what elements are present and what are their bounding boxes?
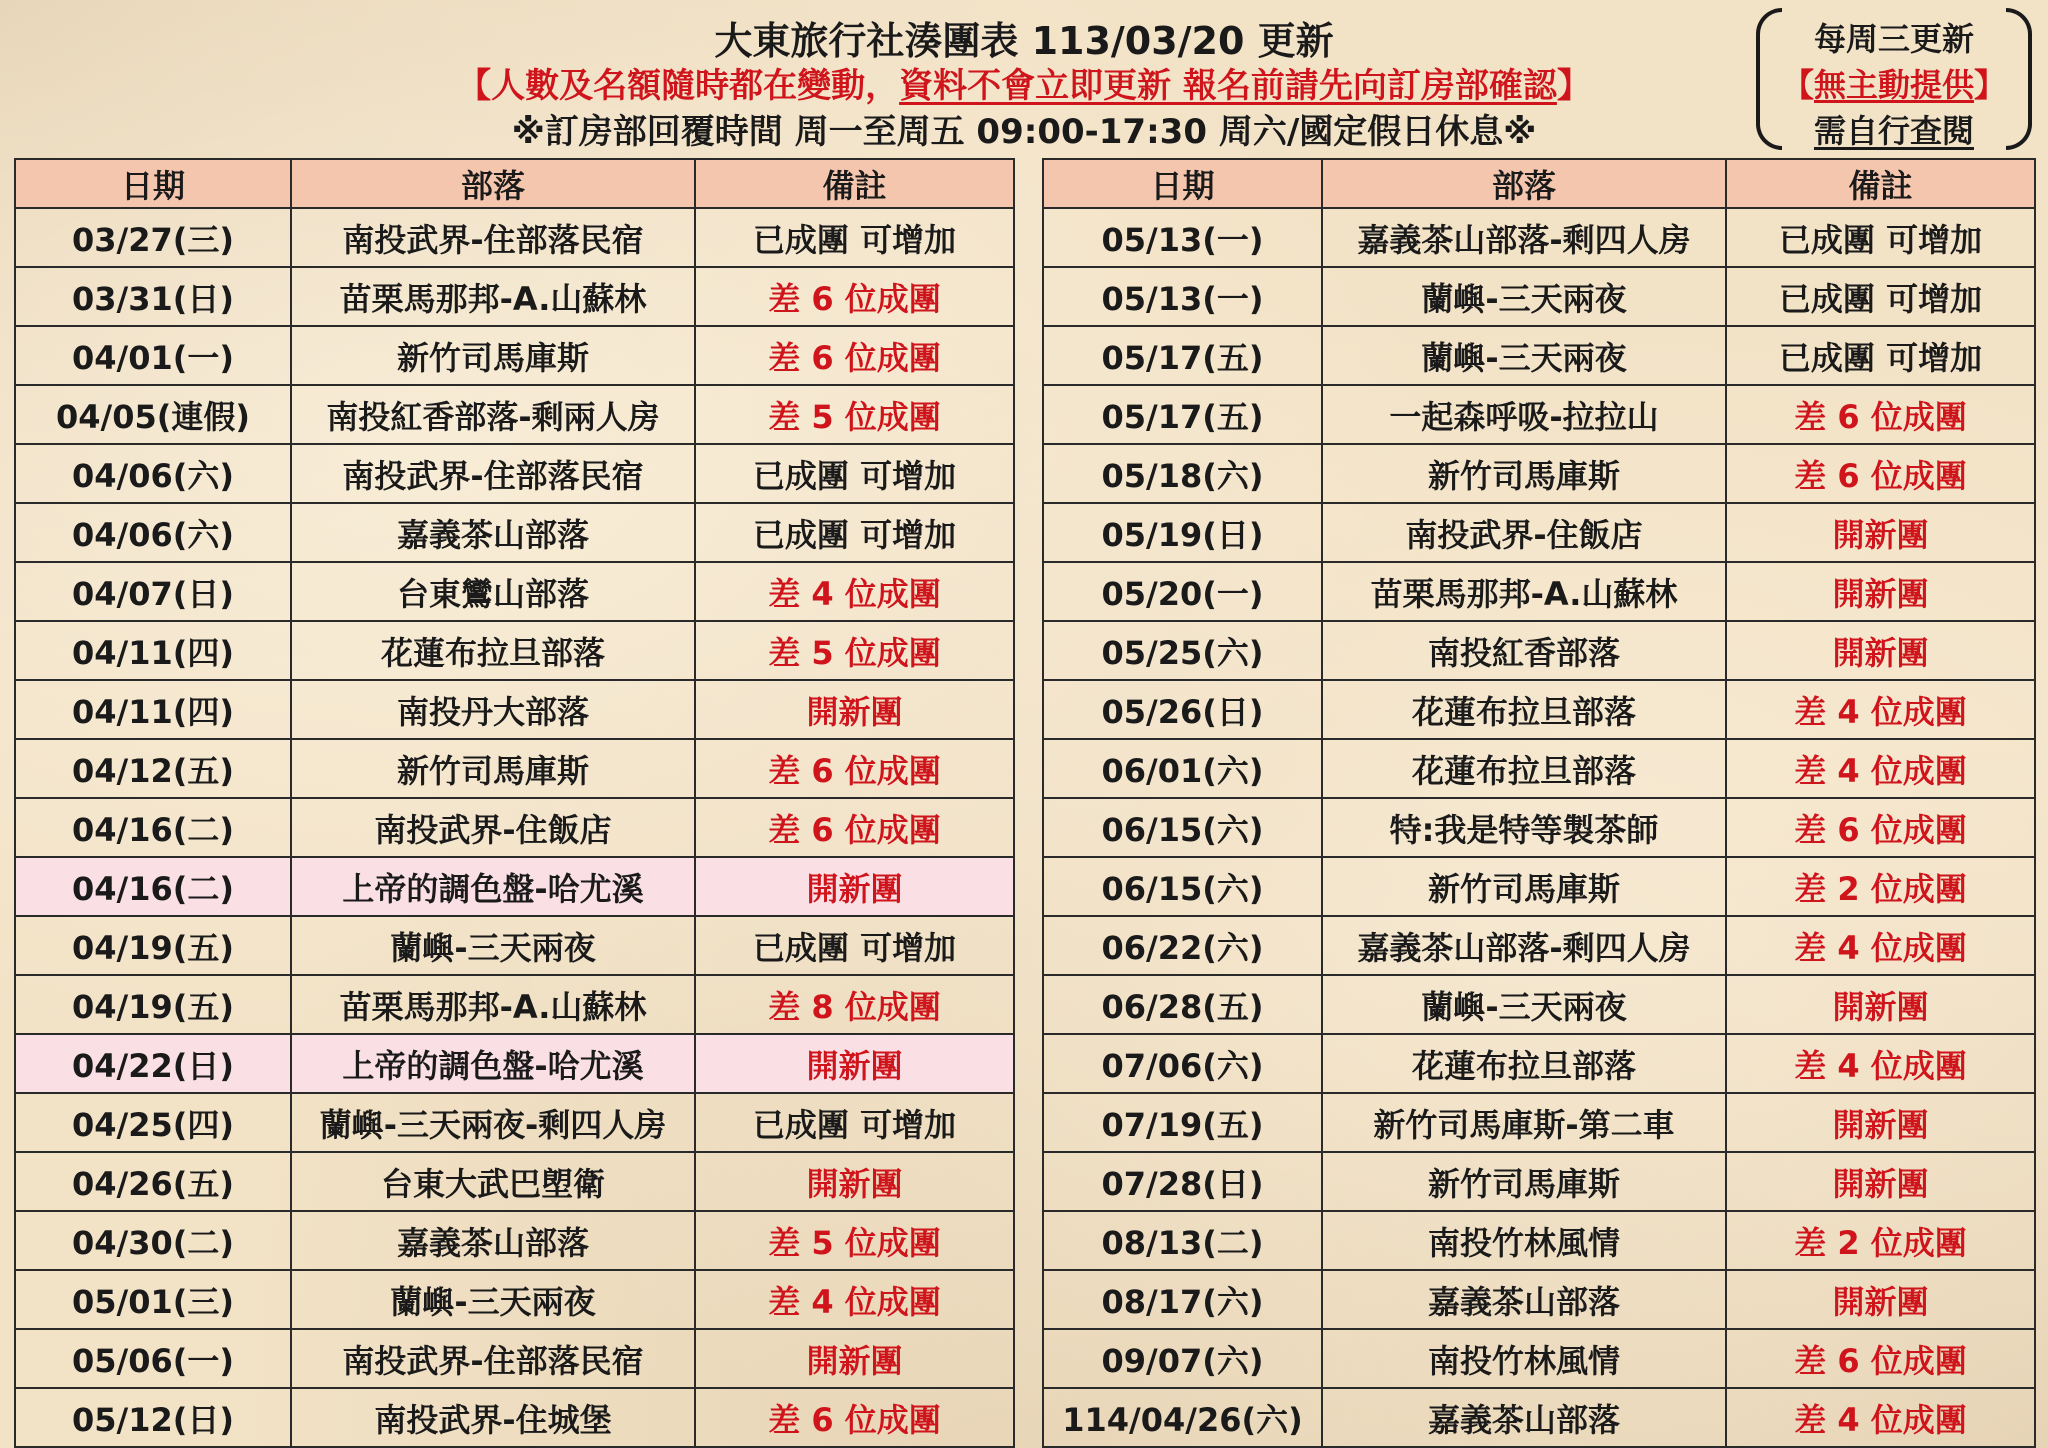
notice-underlined: 資料不會立即更新 報名前請先向訂房部確認 <box>899 66 1557 106</box>
date-cell: 07/06(六) <box>1043 1034 1322 1093</box>
note-cell: 差 4 位成團 <box>695 562 1014 621</box>
table-row <box>1043 1211 2035 1270</box>
note-cell: 差 5 位成團 <box>695 385 1014 444</box>
date-cell: 05/18(六) <box>1043 444 1322 503</box>
date-cell: 05/26(日) <box>1043 680 1322 739</box>
tribe-cell: 花蓮布拉旦部落 <box>1322 739 1726 798</box>
table-row <box>15 1270 1014 1329</box>
table-row <box>15 1093 1014 1152</box>
tribe-cell: 嘉義茶山部落 <box>291 1211 695 1270</box>
table-row <box>1043 1329 2035 1388</box>
note-cell: 差 4 位成團 <box>1726 1388 2035 1447</box>
table-row <box>15 1034 1014 1093</box>
tribe-cell: 台東鸞山部落 <box>291 562 695 621</box>
note-cell: 開新團 <box>695 1329 1014 1388</box>
tribe-cell: 南投紅香部落 <box>1322 621 1726 680</box>
table-row <box>1043 975 2035 1034</box>
table-row <box>15 444 1014 503</box>
badge-underlined: 無主動提供 <box>1813 66 1974 104</box>
note-cell: 已成團 可增加 <box>695 444 1014 503</box>
date-cell: 04/06(六) <box>15 444 291 503</box>
date-cell: 04/16(二) <box>15 798 291 857</box>
table-row <box>1043 1388 2035 1447</box>
date-cell: 05/25(六) <box>1043 621 1322 680</box>
table-row <box>15 916 1014 975</box>
date-cell: 07/19(五) <box>1043 1093 1322 1152</box>
note-cell: 差 4 位成團 <box>695 1270 1014 1329</box>
note-cell: 差 5 位成團 <box>695 1211 1014 1270</box>
note-cell: 開新團 <box>1726 1152 2035 1211</box>
table-row <box>15 267 1014 326</box>
table-row <box>15 975 1014 1034</box>
table-row <box>15 621 1014 680</box>
tribe-cell: 南投武界-住城堡 <box>291 1388 695 1447</box>
table-row <box>1043 1270 2035 1329</box>
tribe-cell: 新竹司馬庫斯-第二車 <box>1322 1093 1726 1152</box>
tribe-cell: 蘭嶼-三天兩夜 <box>291 1270 695 1329</box>
note-cell: 開新團 <box>695 857 1014 916</box>
tribe-cell: 南投丹大部落 <box>291 680 695 739</box>
column-header-note: 備註 <box>1726 159 2035 208</box>
table-row <box>1043 326 2035 385</box>
date-cell: 08/13(二) <box>1043 1211 1322 1270</box>
table-row <box>1043 267 2035 326</box>
tribe-cell: 蘭嶼-三天兩夜 <box>1322 326 1726 385</box>
tribe-cell: 南投武界-住飯店 <box>1322 503 1726 562</box>
date-cell: 04/19(五) <box>15 975 291 1034</box>
tribe-cell: 花蓮布拉旦部落 <box>1322 680 1726 739</box>
tribe-cell: 上帝的調色盤-哈尤溪 <box>291 1034 695 1093</box>
note-cell: 差 5 位成團 <box>695 621 1014 680</box>
column-header-note: 備註 <box>695 159 1014 208</box>
date-cell: 04/22(日) <box>15 1034 291 1093</box>
note-cell: 差 4 位成團 <box>1726 1034 2035 1093</box>
column-header-date: 日期 <box>1043 159 1322 208</box>
tribe-cell: 嘉義茶山部落 <box>291 503 695 562</box>
date-cell: 05/06(一) <box>15 1329 291 1388</box>
tribe-cell: 一起森呼吸-拉拉山 <box>1322 385 1726 444</box>
date-cell: 04/12(五) <box>15 739 291 798</box>
note-cell: 差 6 位成團 <box>695 267 1014 326</box>
note-cell: 開新團 <box>695 1034 1014 1093</box>
note-cell: 已成團 可增加 <box>1726 326 2035 385</box>
tribe-cell: 上帝的調色盤-哈尤溪 <box>291 857 695 916</box>
table-row <box>1043 621 2035 680</box>
date-cell: 04/11(四) <box>15 621 291 680</box>
table-row <box>1043 385 2035 444</box>
date-cell: 05/01(三) <box>15 1270 291 1329</box>
table-header-row <box>1043 159 2035 208</box>
note-cell: 差 4 位成團 <box>1726 680 2035 739</box>
table-row <box>15 1329 1014 1388</box>
tribe-cell: 蘭嶼-三天兩夜 <box>1322 267 1726 326</box>
table-row <box>1043 739 2035 798</box>
date-cell: 04/01(一) <box>15 326 291 385</box>
note-cell: 已成團 可增加 <box>1726 267 2035 326</box>
tribe-cell: 特:我是特等製茶師 <box>1322 798 1726 857</box>
table-row <box>15 1211 1014 1270</box>
schedule-table-left <box>14 158 1015 1448</box>
tribe-cell: 苗栗馬那邦-A.山蘇林 <box>291 975 695 1034</box>
tribe-cell: 蘭嶼-三天兩夜-剩四人房 <box>291 1093 695 1152</box>
date-cell: 07/28(日) <box>1043 1152 1322 1211</box>
note-cell: 差 6 位成團 <box>1726 444 2035 503</box>
date-cell: 05/17(五) <box>1043 385 1322 444</box>
note-cell: 開新團 <box>695 1152 1014 1211</box>
tribe-cell: 苗栗馬那邦-A.山蘇林 <box>291 267 695 326</box>
date-cell: 06/15(六) <box>1043 857 1322 916</box>
tribe-cell: 南投竹林風情 <box>1322 1211 1726 1270</box>
date-cell: 05/20(一) <box>1043 562 1322 621</box>
table-row <box>1043 1152 2035 1211</box>
page-header <box>0 0 2048 158</box>
date-cell: 06/28(五) <box>1043 975 1322 1034</box>
tribe-cell: 南投武界-住部落民宿 <box>291 208 695 267</box>
note-cell: 開新團 <box>1726 975 2035 1034</box>
date-cell: 05/13(一) <box>1043 267 1322 326</box>
update-badge <box>1756 8 2032 150</box>
table-row <box>15 857 1014 916</box>
table-row <box>15 208 1014 267</box>
table-divider <box>1017 158 1037 1438</box>
date-cell: 04/25(四) <box>15 1093 291 1152</box>
tribe-cell: 花蓮布拉旦部落 <box>1322 1034 1726 1093</box>
note-cell: 開新團 <box>695 680 1014 739</box>
note-cell: 差 6 位成團 <box>1726 798 2035 857</box>
table-row <box>1043 1093 2035 1152</box>
table-row <box>1043 680 2035 739</box>
page-title: 大東旅行社湊團表 113/03/20 更新 <box>714 19 1334 63</box>
note-cell: 已成團 可增加 <box>695 1093 1014 1152</box>
badge-line-2 <box>1756 60 2032 106</box>
tribe-cell: 蘭嶼-三天兩夜 <box>291 916 695 975</box>
date-cell: 114/04/26(六) <box>1043 1388 1322 1447</box>
date-cell: 04/16(二) <box>15 857 291 916</box>
badge-line-1: 每周三更新 <box>1813 20 1974 58</box>
tribe-cell: 南投竹林風情 <box>1322 1329 1726 1388</box>
date-cell: 05/17(五) <box>1043 326 1322 385</box>
date-cell: 04/06(六) <box>15 503 291 562</box>
note-cell: 差 2 位成團 <box>1726 857 2035 916</box>
table-header-row <box>15 159 1014 208</box>
tribe-cell: 新竹司馬庫斯 <box>291 739 695 798</box>
tribe-cell: 嘉義茶山部落 <box>1322 1270 1726 1329</box>
note-cell: 差 6 位成團 <box>1726 385 2035 444</box>
table-row <box>15 326 1014 385</box>
tribe-cell: 南投紅香部落-剩兩人房 <box>291 385 695 444</box>
table-row <box>15 1152 1014 1211</box>
note-cell: 差 6 位成團 <box>695 798 1014 857</box>
schedule-body-right <box>1043 208 2035 1447</box>
note-cell: 差 6 位成團 <box>695 326 1014 385</box>
note-cell: 差 4 位成團 <box>1726 739 2035 798</box>
tribe-cell: 嘉義茶山部落-剩四人房 <box>1322 208 1726 267</box>
date-cell: 04/26(五) <box>15 1152 291 1211</box>
note-cell: 差 6 位成團 <box>1726 1329 2035 1388</box>
tribe-cell: 新竹司馬庫斯 <box>1322 1152 1726 1211</box>
date-cell: 04/30(二) <box>15 1211 291 1270</box>
date-cell: 04/07(日) <box>15 562 291 621</box>
date-cell: 04/19(五) <box>15 916 291 975</box>
table-row <box>1043 798 2035 857</box>
column-header-tribe: 部落 <box>1322 159 1726 208</box>
tribe-cell: 新竹司馬庫斯 <box>1322 444 1726 503</box>
date-cell: 08/17(六) <box>1043 1270 1322 1329</box>
table-row <box>15 680 1014 739</box>
note-cell: 差 6 位成團 <box>695 739 1014 798</box>
tribe-cell: 新竹司馬庫斯 <box>1322 857 1726 916</box>
table-row <box>1043 444 2035 503</box>
badge-line-3: 需自行查閱 <box>1813 112 1974 150</box>
table-row <box>1043 208 2035 267</box>
note-cell: 差 4 位成團 <box>1726 916 2035 975</box>
tribe-cell: 新竹司馬庫斯 <box>291 326 695 385</box>
note-cell: 差 8 位成團 <box>695 975 1014 1034</box>
tribe-cell: 蘭嶼-三天兩夜 <box>1322 975 1726 1034</box>
note-cell: 開新團 <box>1726 1270 2035 1329</box>
table-row <box>1043 857 2035 916</box>
tribe-cell: 南投武界-住部落民宿 <box>291 444 695 503</box>
note-cell: 差 6 位成團 <box>695 1388 1014 1447</box>
tribe-cell: 台東大武巴塱衛 <box>291 1152 695 1211</box>
table-row <box>1043 916 2035 975</box>
note-cell: 開新團 <box>1726 562 2035 621</box>
note-cell: 開新團 <box>1726 503 2035 562</box>
date-cell: 04/05(連假) <box>15 385 291 444</box>
table-row <box>15 562 1014 621</box>
tribe-cell: 嘉義茶山部落-剩四人房 <box>1322 916 1726 975</box>
tribe-cell: 苗栗馬那邦-A.山蘇林 <box>1322 562 1726 621</box>
table-row <box>1043 503 2035 562</box>
note-cell: 開新團 <box>1726 1093 2035 1152</box>
schedule-body-left <box>15 208 1014 1447</box>
note-cell: 已成團 可增加 <box>695 916 1014 975</box>
date-cell: 06/22(六) <box>1043 916 1322 975</box>
date-cell: 05/12(日) <box>15 1388 291 1447</box>
notice-suffix: 】 <box>1556 66 1591 106</box>
date-cell: 09/07(六) <box>1043 1329 1322 1388</box>
column-header-date: 日期 <box>15 159 291 208</box>
table-row <box>1043 1034 2035 1093</box>
date-cell: 03/27(三) <box>15 208 291 267</box>
badge-open-bracket: 【 <box>1781 66 1814 104</box>
table-row <box>15 385 1014 444</box>
note-cell: 已成團 可增加 <box>1726 208 2035 267</box>
note-cell: 已成團 可增加 <box>695 503 1014 562</box>
note-cell: 開新團 <box>1726 621 2035 680</box>
date-cell: 04/11(四) <box>15 680 291 739</box>
date-cell: 06/15(六) <box>1043 798 1322 857</box>
date-cell: 05/13(一) <box>1043 208 1322 267</box>
table-row <box>15 503 1014 562</box>
tribe-cell: 花蓮布拉旦部落 <box>291 621 695 680</box>
tribe-cell: 南投武界-住部落民宿 <box>291 1329 695 1388</box>
table-row <box>15 739 1014 798</box>
note-cell: 差 2 位成團 <box>1726 1211 2035 1270</box>
tribe-cell: 南投武界-住飯店 <box>291 798 695 857</box>
tribe-cell: 嘉義茶山部落 <box>1322 1388 1726 1447</box>
table-row <box>1043 562 2035 621</box>
note-cell: 已成團 可增加 <box>695 208 1014 267</box>
date-cell: 06/01(六) <box>1043 739 1322 798</box>
office-hours: ※訂房部回覆時間 周一至周五 09:00-17:30 周六/國定假日休息※ <box>511 112 1537 152</box>
table-row <box>15 1388 1014 1447</box>
column-header-tribe: 部落 <box>291 159 695 208</box>
date-cell: 05/19(日) <box>1043 503 1322 562</box>
notice-prefix: 【人數及名額隨時都在變動， <box>457 66 900 106</box>
badge-close-bracket: 】 <box>1974 66 2007 104</box>
notice-line <box>0 58 2048 107</box>
date-cell: 03/31(日) <box>15 267 291 326</box>
table-row <box>15 798 1014 857</box>
schedule-table-right <box>1042 158 2036 1448</box>
